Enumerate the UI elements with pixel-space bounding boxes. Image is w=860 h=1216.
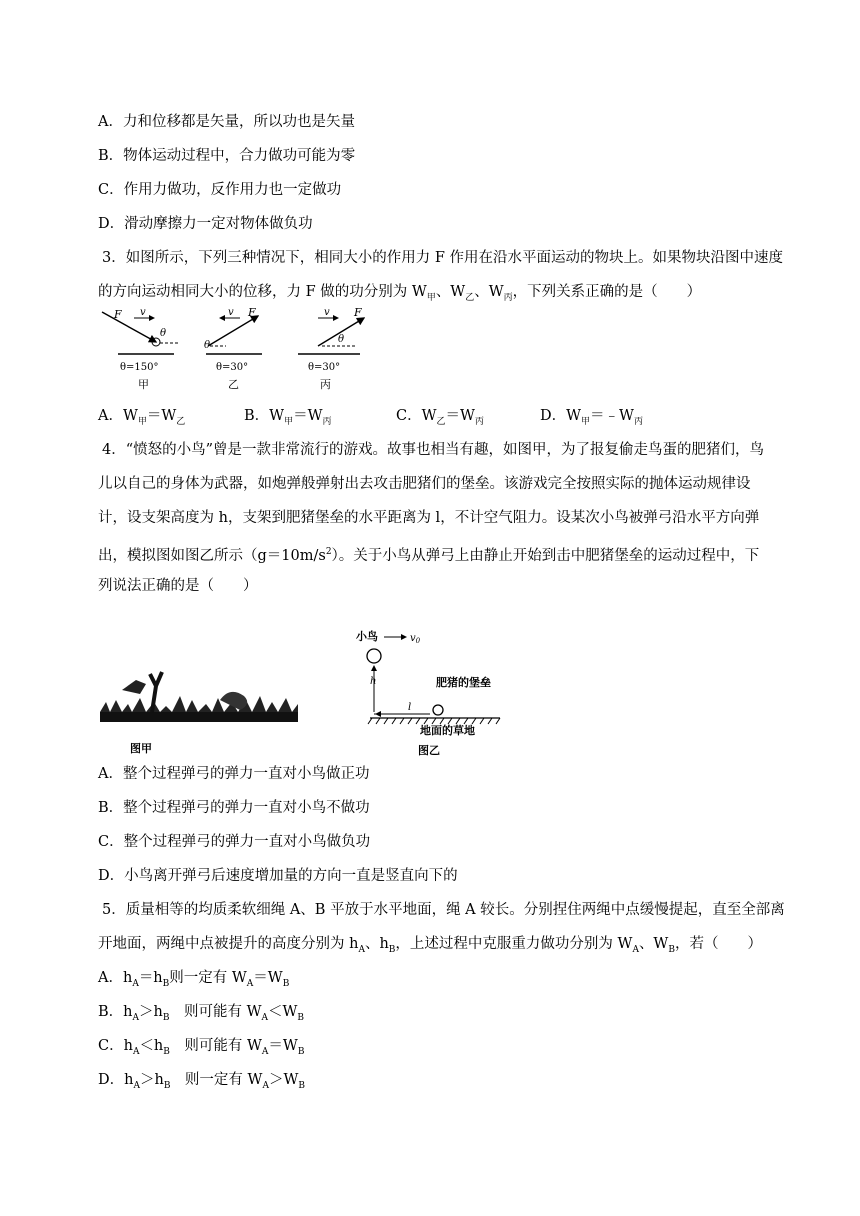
q4-stem-line5: 列说法正确的是（ ） [98, 578, 258, 594]
svg-text:小鸟: 小鸟 [356, 630, 378, 643]
svg-text:v: v [324, 307, 330, 318]
svg-text:乙: 乙 [228, 378, 239, 391]
q4-option-b: B．整个过程弹弓的弹力一直对小鸟不做功 [98, 800, 370, 816]
q4-figure-yi [350, 626, 530, 760]
q4-stem-line1: 4．“愤怒的小鸟”曾是一款非常流行的游戏。故事也相当有趣，如图甲，为了报复偷走鸟蛋的肥猪们，鸟 [102, 442, 765, 458]
q4-stem-line3: 计，设支架高度为 h，支架到肥猪堡垒的水平距离为 l，不计空气阻力。设某次小鸟被弹弓沿水平方向弹 [98, 510, 760, 526]
q3-force-diagrams [98, 306, 388, 396]
q3-diagrams-svg [98, 306, 388, 396]
q5-stem-line1: 5．质量相等的均质柔软细绳 A、B 平放于水平地面，绳 A 较长。分别捏住两绳中点缓慢提起，直至全部离 [102, 902, 785, 918]
projectile-diagram [350, 626, 530, 760]
svg-text:F: F [248, 306, 256, 319]
q2-option-a: A．力和位移都是矢量，所以功也是矢量 [98, 114, 355, 130]
svg-text:地面的草地: 地面的草地 [420, 724, 475, 737]
q5-option-d: D．$h_A>h_B$ 则一定有 $W_A>W_B$ [98, 1072, 305, 1091]
svg-text:图甲: 图甲 [130, 742, 152, 755]
q2-option-d: D．滑动摩擦力一定对物体做负功 [98, 216, 313, 232]
fig-yi [204, 306, 262, 391]
svg-text:丙: 丙 [320, 378, 331, 391]
q3-option-c: C．$W_乙=W_丙$ [396, 408, 484, 427]
q3-stem-line1: 3．如图所示，下列三种情况下，相同大小的作用力 F 作用在沿水平面运动的物块上。如果物块沿图中速度 [102, 250, 784, 266]
svg-text:甲: 甲 [138, 378, 149, 391]
q2-option-c: C．作用力做功，反作用力也一定做功 [98, 182, 342, 198]
svg-text:F: F [354, 306, 362, 319]
q4-stem-line4: 出，模拟图如图乙所示$(g=10m/s^2)$。关于小鸟从弹弓上由静止开始到击中肥猪堡垒的运动过程中，下 [98, 547, 760, 564]
svg-text:θ: θ [204, 340, 211, 351]
q4-option-d: D．小鸟离开弹弓后速度增加量的方向一直是竖直向下的 [98, 868, 458, 884]
fig-jia [102, 307, 178, 391]
svg-text:肥猪的堡垒: 肥猪的堡垒 [436, 676, 491, 689]
svg-text:F: F [114, 308, 122, 321]
q5-option-b: B．$h_A>h_B$ 则可能有 $W_A<W_B$ [98, 1004, 305, 1023]
svg-text:θ: θ [338, 334, 345, 345]
svg-text:θ: θ [160, 328, 167, 339]
q3-option-b: B．$W_甲=W_丙$ [244, 408, 332, 427]
q4-option-c: C．整个过程弹弓的弹力一直对小鸟做负功 [98, 834, 371, 850]
svg-text:v0: $v_0$ [410, 633, 421, 645]
q3-option-d: D．$W_甲=﹣W_丙$ [540, 408, 643, 427]
q3-option-a: A．$W_甲=W_乙$ [98, 408, 186, 427]
svg-text:h: h [370, 676, 377, 687]
q5-option-a: A．$h_A=h_B$则一定有 $W_A=W_B$ [98, 970, 290, 989]
q5-stem-line2: 开地面，两绳中点被提升的高度分别为 $h_A$、$h_B$，上述过程中克服重力做功分别为 $W_A$、$W_B$，若（ ） [98, 936, 762, 955]
svg-text:图乙: 图乙 [418, 744, 440, 757]
svg-text:θ=150°: θ=150° [120, 362, 159, 373]
q5-option-c: C．$h_A<h_B$ 则可能有 $W_A=W_B$ [98, 1038, 305, 1057]
slingshot-scene-icon [100, 650, 300, 760]
fig-bing [298, 306, 364, 391]
q4-stem-line2: 儿以自己的身体为武器，如炮弹般弹射出去攻击肥猪们的堡垒。该游戏完全按照实际的抛体运动规律设 [98, 476, 751, 492]
q2-option-b: B．物体运动过程中，合力做功可能为零 [98, 148, 356, 164]
svg-text:θ=30°: θ=30° [308, 362, 341, 373]
svg-text:v: v [140, 307, 146, 318]
q3-stem-line2: 的方向运动相同大小的位移，力 F 做的功分别为 $W_甲$、$W_乙$、$W_丙$，下列关系正确的是（ ） [98, 284, 702, 303]
svg-text:θ=30°: θ=30° [216, 362, 249, 373]
q4-option-a: A．整个过程弹弓的弹力一直对小鸟做正功 [98, 766, 370, 782]
svg-text:v: v [228, 307, 234, 318]
q4-figure-jia [100, 650, 300, 760]
svg-text:l: l [408, 702, 412, 713]
